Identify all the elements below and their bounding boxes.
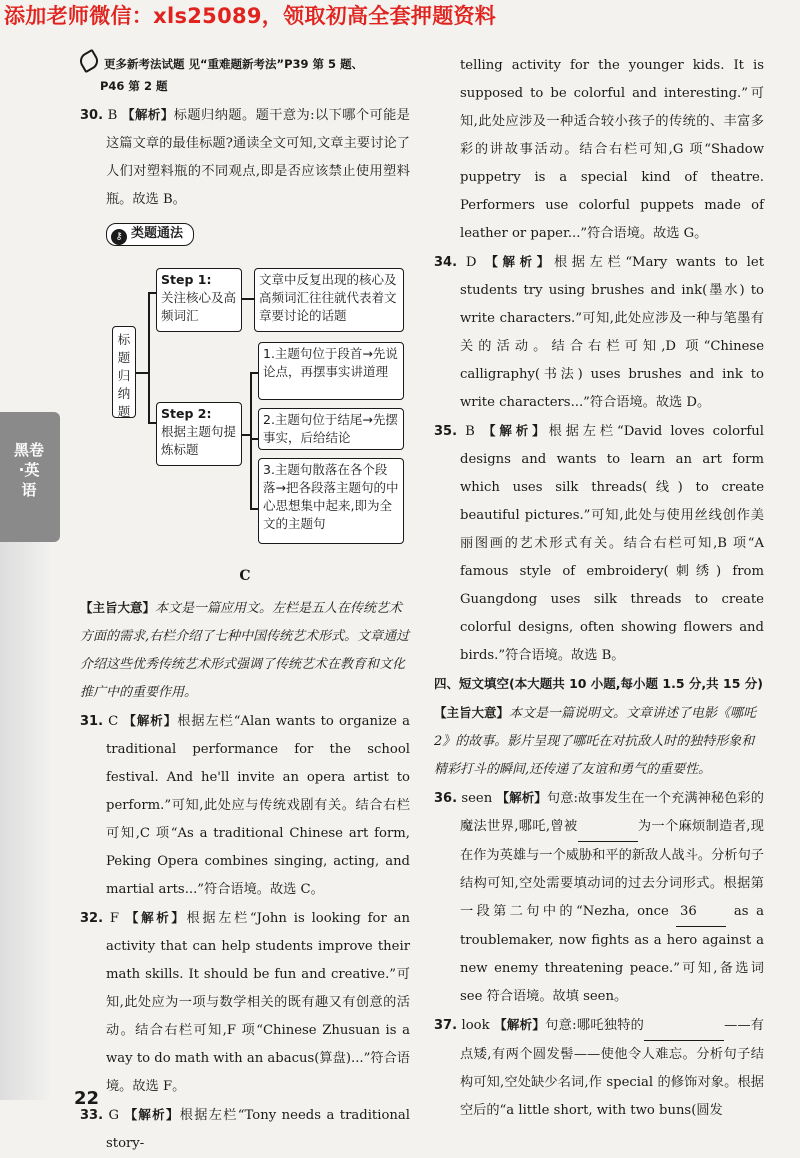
theme-label: 【主旨大意】 xyxy=(434,705,510,720)
analysis-text: 根据左栏“Tony needs a traditional story- xyxy=(106,1108,410,1151)
analysis-text: 句意:哪吒独特的 xyxy=(545,1018,645,1033)
connector xyxy=(250,372,252,508)
reference-text: 更多新考法试题 见“重难题新考法”P39 第 5 题、 xyxy=(104,57,364,71)
blank-number: 36 xyxy=(676,898,726,927)
connector xyxy=(148,422,156,424)
analysis-text: 句意:故事发生在一个充满神秘色彩的魔法世界,哪吒,曾被 xyxy=(460,791,764,834)
section-heading xyxy=(434,670,764,699)
question-number: 35. xyxy=(434,424,458,439)
analysis-text: 标题归纳题。题干意为:以下哪个可能是这篇文章的最佳标题?通读全文可知,文章主要讨论了人们对塑料瓶的不同观点,即是否应该禁止使用塑料瓶。故选 B。 xyxy=(106,108,410,207)
question-31 xyxy=(80,707,410,904)
answer-word: seen xyxy=(461,791,493,806)
question-number: 31. xyxy=(80,714,104,729)
connector xyxy=(250,372,258,374)
passage-letter: C xyxy=(239,568,251,584)
option3-box xyxy=(258,458,404,544)
answer-letter: B xyxy=(465,424,475,439)
blank-line xyxy=(578,813,638,842)
connector xyxy=(136,372,148,374)
diagram-root-label: 标题归纳题 xyxy=(117,332,131,419)
answer-letter: C xyxy=(108,714,119,729)
option2-box xyxy=(258,408,404,450)
option3-text: 3.主题句散落在各个段落→把各段落主题句的中心思想集中起来,即为全文的主题句 xyxy=(263,462,399,531)
option2-text: 2.主题句位于结尾→先摆事实，后给结论 xyxy=(263,412,398,445)
page-number: 22 xyxy=(74,1088,100,1109)
answer-word: look xyxy=(461,1018,490,1033)
option1-box xyxy=(258,342,404,400)
connector xyxy=(148,292,150,422)
method-badge-label: 类题通法 xyxy=(131,226,184,241)
question-number: 32. xyxy=(80,911,104,926)
answer-letter: B xyxy=(107,108,118,123)
analysis-tag: 【解析】 xyxy=(124,1107,180,1122)
connector xyxy=(250,508,258,510)
analysis-tag: 【解析】 xyxy=(123,713,178,728)
analysis-tag: 【解析】 xyxy=(122,107,174,122)
diagram-root xyxy=(112,326,136,418)
link-icon xyxy=(77,49,102,74)
question-36 xyxy=(434,784,764,1011)
question-37 xyxy=(434,1011,764,1125)
analysis-tag: 【解析】 xyxy=(125,910,187,925)
theme-text: 本文是一篇应用文。左栏是五人在传统艺术方面的需求,右栏介绍了七种中国传统艺术形式。文章通过介绍这些优秀传统艺术形式强调了传统艺术在教育和文化推广中的重要作用。 xyxy=(80,601,410,700)
theme-label: 【主旨大意】 xyxy=(80,600,156,615)
analysis-text: 根据左栏“John is looking for an activity that can help students improve their math skills. It should be fun and creative.”可知,此处应为一项与数学相关的既有趣又有创意的活动。结合右栏可知,F 项“Chinese Zhusuan is a way to do math with an abacus(算盘)...”符合语境。故选 F。 xyxy=(106,911,410,1094)
question-number: 36. xyxy=(434,791,458,806)
reference-text-2: P46 第 2 题 xyxy=(100,79,168,93)
section-title: 四、短文填空(本大题共 10 小题,每小题 1.5 分,共 15 分) xyxy=(434,676,763,691)
step2-text: 根据主题句提炼标题 xyxy=(161,424,237,457)
answer-letter: D xyxy=(465,255,477,270)
left-column xyxy=(80,52,410,248)
question-30 xyxy=(80,101,410,214)
step1-note-box xyxy=(254,268,404,332)
side-stripe xyxy=(0,540,50,1100)
analysis-text: 根据左栏“David loves colorful designs and wants to learn an art form which uses silk threads(线) to create beautiful pictures.”可知,此处与使用丝线创作美丽图画的艺术形式有关。结合右栏可知,B 项“A famous style of embroidery(刺绣) from Guangdong uses silk threads to create colorful designs, often showing flowers and birds.”符合语境。故选 B。 xyxy=(460,424,764,663)
analysis-tag: 【解析】 xyxy=(494,1017,546,1032)
question-35 xyxy=(434,417,764,670)
connector xyxy=(242,298,254,300)
question-number: 33. xyxy=(80,1108,104,1123)
method-badge xyxy=(106,223,194,246)
question-number: 30. xyxy=(80,108,104,123)
left-column-lower xyxy=(80,556,410,1158)
question-number: 37. xyxy=(434,1018,458,1033)
step2-title: Step 2: xyxy=(161,406,212,421)
answer-letter: G xyxy=(108,1108,120,1123)
connector xyxy=(148,292,156,294)
analysis-text-3: as a troublemaker, now fights as a hero against a new enemy threatening peace.”可知,备选词 see 符合语境。故填 seen。 xyxy=(460,904,764,1004)
method-diagram xyxy=(104,262,408,552)
right-column xyxy=(434,52,764,1125)
step2-box xyxy=(156,402,242,466)
answer-letter: F xyxy=(109,911,120,926)
key-icon: ⚷ xyxy=(111,229,127,245)
analysis-text-2: ——有点矮,有两个圆发髻——使他令人难忘。分析句子结构可知,空处缺少名词,作 special 的修饰对象。根据空后的“a little short, with two buns(圆发 xyxy=(460,1018,764,1118)
step1-box xyxy=(156,268,242,332)
theme-summary-2 xyxy=(434,699,764,784)
connector xyxy=(242,434,250,436)
option1-text: 1.主题句位于段首→先说论点，再摆事实讲道理 xyxy=(263,346,398,379)
theme-text: 本文是一篇说明文。文章讲述了电影《哪吒2》的故事。影片呈现了哪吒在对抗敌人时的独特形象和精彩打斗的瞬间,还传递了友谊和勇气的重要性。 xyxy=(434,706,757,777)
watermark-text: 添加老师微信：xls25089，领取初高全套押题资料 xyxy=(4,4,497,28)
analysis-tag: 【解析】 xyxy=(482,423,549,438)
analysis-tag: 【解析】 xyxy=(496,790,547,805)
question-32 xyxy=(80,904,410,1101)
theme-summary xyxy=(80,594,410,707)
method-badge-row xyxy=(106,220,410,248)
question-34 xyxy=(434,248,764,417)
analysis-text: 根据左栏“Mary wants to let students try using brushes and ink(墨水) to write characters.”可知,此处应涉及一种与笔墨有关的活动。结合右栏可知,D 项“Chinese calligraphy(书法) uses brushes and ink to write characters...”符合语境。故选 D。 xyxy=(460,255,764,410)
blank-line xyxy=(644,1012,724,1041)
step1-text: 关注核心及高频词汇 xyxy=(161,290,237,323)
analysis-tag: 【解析】 xyxy=(485,254,554,269)
question-number: 34. xyxy=(434,255,458,270)
question-33-continued: telling activity for the younger kids. It is supposed to be colorful and interesting.”可知,此处应涉及一种适合较小孩子的传统的、丰富多彩的讲故事活动。结合右栏可知,G 项“Shadow puppetry is a special kind of theatre. Performers use colorful puppets made of leather or paper...”符合语境。故选 G。 xyxy=(460,58,764,241)
reference-note xyxy=(80,52,410,97)
side-tab-label: 黑卷·英语 xyxy=(14,441,45,499)
connector xyxy=(250,438,258,440)
analysis-text-2: 为一个麻烦制造者,现在作为英雄与一个威胁和平的新敌人战斗。分析句子结构可知,空处需要填动词的过去分词形式。根据第一段第二句中的“Nezha, once xyxy=(460,819,764,919)
step1-title: Step 1: xyxy=(161,272,212,287)
step1-note: 文章中反复出现的核心及高频词汇往往就代表着文章要讨论的话题 xyxy=(259,272,397,323)
analysis-text: 根据左栏“Alan wants to organize a traditional performance for the school festival. And he'll invite an opera artist to perform.”可知,此处应与传统戏剧有关。结合右栏可知,C 项“As a traditional Chinese art form, Peking Opera combines singing, acting, and martial arts...”符合语境。故选 C。 xyxy=(106,714,410,897)
